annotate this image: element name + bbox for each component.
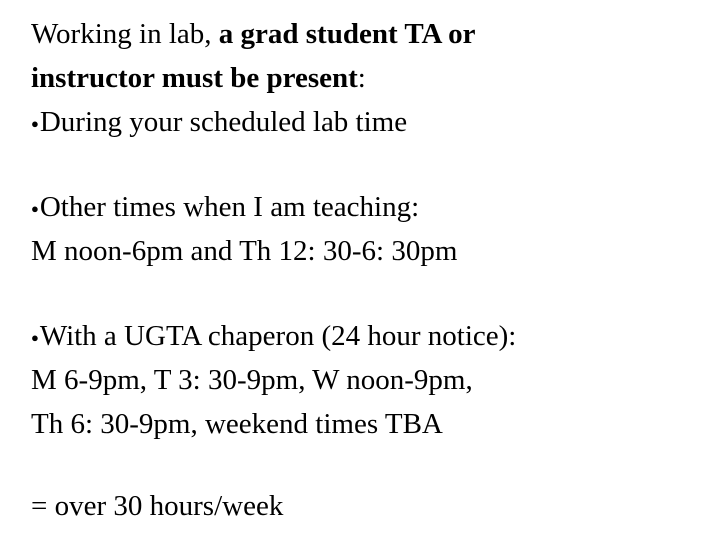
intro-emphasis-2: instructor must be present (31, 62, 358, 94)
bullet-dot-icon: ● (31, 330, 39, 345)
intro-suffix: : (357, 62, 366, 94)
bullet-dot-icon: ● (31, 116, 39, 131)
slide-body (31, 12, 711, 528)
bullet-1-line-1: During your scheduled lab time (39, 106, 408, 138)
bullet-item-2 (31, 185, 711, 229)
intro-prefix: Working in lab, (31, 18, 219, 50)
intro-line-2 (31, 56, 711, 100)
spacer (31, 144, 711, 185)
bullet-item-1 (31, 100, 711, 144)
bullet-dot-icon: ● (31, 201, 39, 216)
bullet-3-line-1: With a UGTA chaperon (24 hour notice): (39, 320, 517, 352)
bullet-item-3 (31, 314, 711, 358)
summary-line: = over 30 hours/week (31, 490, 284, 522)
bullet-3-line-3: Th 6: 30-9pm, weekend times TBA (31, 408, 443, 440)
intro-emphasis-1: a grad student TA or (218, 18, 476, 50)
spacer (31, 446, 711, 484)
bullet-3-line-2: M 6-9pm, T 3: 30-9pm, W noon-9pm, (31, 364, 473, 396)
intro-line-1 (31, 12, 711, 56)
spacer (31, 273, 711, 314)
bullet-2-line-1: Other times when I am teaching: (39, 191, 420, 223)
bullet-2-line-2: M noon-6pm and Th 12: 30-6: 30pm (31, 235, 458, 267)
